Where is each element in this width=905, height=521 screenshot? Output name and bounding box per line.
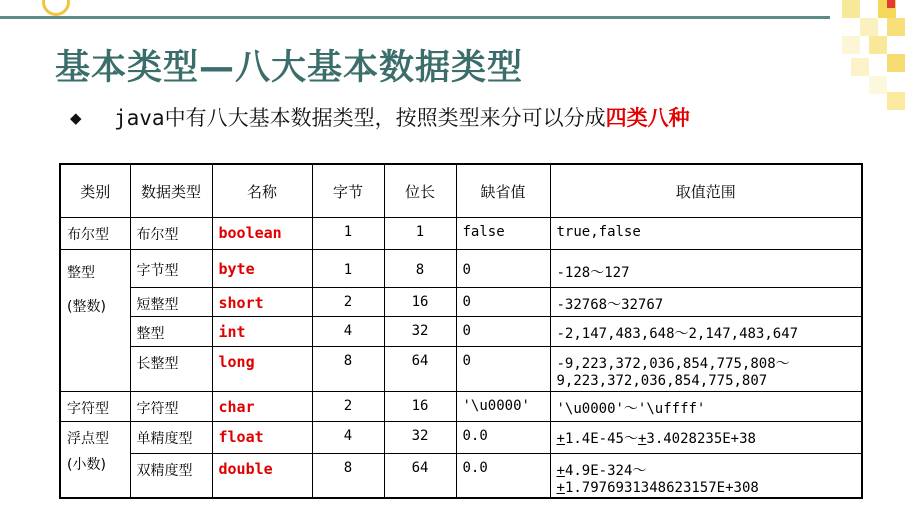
page-title: 基本类型—八大基本数据类型	[55, 48, 524, 88]
bytes-cell: 2	[312, 288, 384, 317]
table-row	[60, 250, 862, 288]
default-cell: 0.0	[456, 422, 550, 454]
bullet-java: java	[114, 106, 165, 130]
range-cell: -128～127	[550, 250, 862, 288]
name-cell	[212, 288, 312, 317]
header-cell: 类别	[60, 164, 130, 218]
diamond-bullet-icon: ◆	[70, 109, 82, 127]
header-cell: 缺省值	[456, 164, 550, 218]
name-cell	[212, 422, 312, 454]
name-cell	[212, 454, 312, 498]
bullet-highlight: 四类八种	[605, 106, 690, 130]
bits-cell: 16	[384, 392, 456, 422]
bits-cell: 16	[384, 288, 456, 317]
bullet-line	[70, 102, 690, 132]
table-row	[60, 288, 862, 317]
default-cell: 0	[456, 250, 550, 288]
category-label: 整型	[67, 265, 95, 281]
table-row	[60, 392, 862, 422]
default-cell: '\u0000'	[456, 392, 550, 422]
plus-minus-sign: +	[556, 431, 565, 447]
type-cell: 整型	[130, 317, 212, 347]
bytes-cell: 8	[312, 347, 384, 392]
keyword: boolean	[218, 224, 282, 242]
bytes-cell: 8	[312, 454, 384, 498]
type-cell: 字节型	[130, 250, 212, 288]
primitive-types-table	[59, 163, 863, 499]
type-cell: 字符型	[130, 392, 212, 422]
range-line	[557, 460, 856, 480]
category-cell	[60, 422, 130, 498]
range-cell: -2,147,483,648～2,147,483,647	[550, 317, 862, 347]
range-line: -9,223,372,036,854,775,808～	[556, 356, 790, 372]
default-cell: 0	[456, 288, 550, 317]
range-line	[557, 480, 856, 496]
table-row	[60, 347, 862, 392]
default-cell: false	[456, 218, 550, 250]
range-part: 3.4028235E+38	[646, 431, 756, 447]
bits-cell: 64	[384, 454, 456, 498]
name-cell	[212, 250, 312, 288]
header-cell: 名称	[212, 164, 312, 218]
table-row	[60, 218, 862, 250]
name-cell	[212, 392, 312, 422]
plus-minus-sign: +	[556, 463, 565, 479]
bits-cell: 8	[384, 250, 456, 288]
bits-cell: 32	[384, 317, 456, 347]
bytes-cell: 2	[312, 392, 384, 422]
plus-minus-sign: +	[637, 431, 647, 447]
table-row	[60, 317, 862, 347]
bytes-cell: 4	[312, 317, 384, 347]
range-cell	[550, 347, 862, 392]
keyword: float	[218, 428, 264, 446]
category-cell	[60, 250, 130, 392]
range-cell: -32768～32767	[550, 288, 862, 317]
type-cell: 短整型	[130, 288, 212, 317]
table-row	[60, 454, 862, 498]
bytes-cell: 1	[312, 218, 384, 250]
table-header-row	[60, 164, 862, 218]
bits-cell: 1	[384, 218, 456, 250]
bits-cell: 32	[384, 422, 456, 454]
range-part: 4.9E-324～	[564, 463, 647, 479]
type-cell: 单精度型	[130, 422, 212, 454]
header-cell: 数据类型	[130, 164, 212, 218]
bytes-cell: 4	[312, 422, 384, 454]
name-cell	[212, 347, 312, 392]
default-cell: 0.0	[456, 454, 550, 498]
header-cell: 字节	[312, 164, 384, 218]
default-cell: 0	[456, 317, 550, 347]
range-part: 1.4E-45～	[564, 431, 638, 447]
keyword: char	[218, 398, 255, 416]
keyword: short	[218, 294, 264, 312]
range-line: 9,223,372,036,854,775,807	[556, 373, 768, 389]
logo-text-decoration	[80, 0, 220, 11]
category-cell: 字符型	[60, 392, 130, 422]
bits-cell: 64	[384, 347, 456, 392]
bullet-text: 中有八大基本数据类型，按照类型来分可以分成	[164, 106, 606, 130]
default-cell: 0	[456, 347, 550, 392]
header-cell: 位长	[384, 164, 456, 218]
header-cell: 取值范围	[550, 164, 862, 218]
keyword: double	[218, 460, 273, 478]
range-cell	[550, 422, 862, 454]
category-label: 浮点型	[67, 431, 109, 447]
category-sublabel: (整数)	[67, 299, 106, 315]
type-cell: 双精度型	[130, 454, 212, 498]
header-divider-line	[0, 16, 830, 19]
table-row	[60, 422, 862, 454]
category-sublabel: (小数)	[67, 457, 106, 473]
category-cell: 布尔型	[60, 218, 130, 250]
type-cell: 布尔型	[130, 218, 212, 250]
range-cell: true,false	[550, 218, 862, 250]
logo-icon	[42, 0, 70, 16]
range-cell	[550, 454, 862, 498]
bytes-cell: 1	[312, 250, 384, 288]
name-cell	[212, 218, 312, 250]
name-cell	[212, 317, 312, 347]
keyword: byte	[218, 260, 255, 278]
keyword: long	[218, 353, 255, 371]
plus-minus-sign: +	[556, 480, 565, 496]
top-header-bar	[0, 0, 905, 22]
range-cell: '\u0000'～'\uffff'	[550, 392, 862, 422]
type-cell: 长整型	[130, 347, 212, 392]
keyword: int	[218, 323, 246, 341]
range-part: 1.7976931348623157E+308	[564, 480, 759, 496]
